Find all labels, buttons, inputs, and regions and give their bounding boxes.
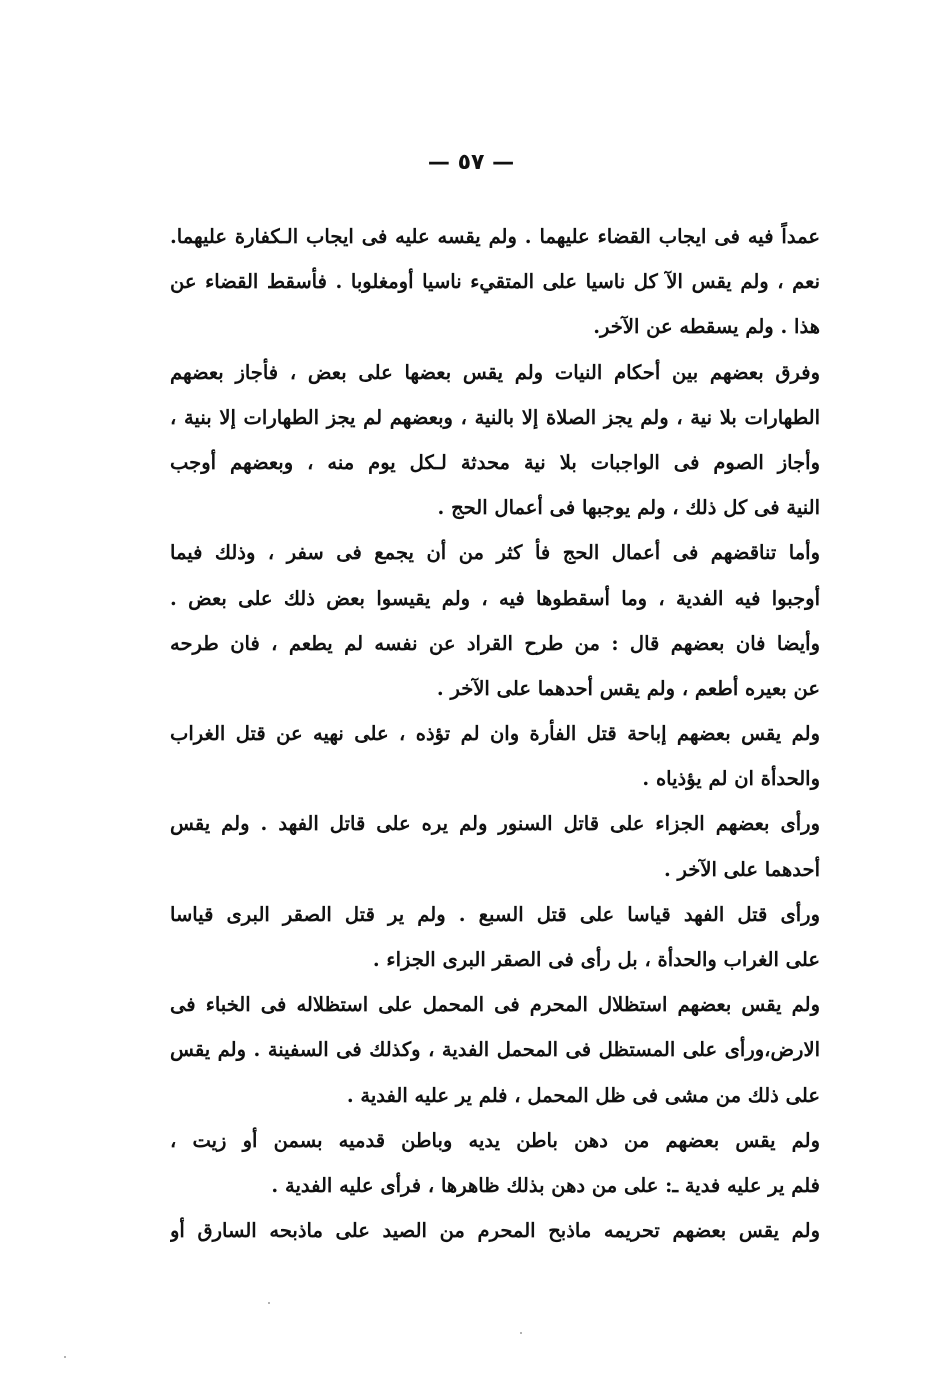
text-line: نعم ، ولم يقس الآ كل ناسيا على المتقيء ناسيا أومغلوبا . فأسقط القضاء عن: [170, 270, 820, 294]
text-line: ورأى قتل الفهد قياسا على قتل السبع . ولم ير قتل الصقر البرى قياسا: [170, 902, 820, 926]
text-line: الارض،ورأى على المستظل فى المحمل الفدية ، وكذلك فى السفينة . ولم يقس: [170, 1038, 820, 1062]
text-line: ولم يقس بعضهم إباحة قتل الفأرة وان لم تؤذه ، على نهيه عن قتل الغراب: [170, 722, 820, 746]
text-line: عمداً فيه فى ايجاب القضاء عليهما . ولم يقسه عليه فى ايجاب الـكفارة عليهما.: [170, 225, 820, 248]
text-line: ولم يقس بعضهم من دهن باطن يديه وباطن قدميه بسمن أو زيت ،: [170, 1128, 820, 1152]
text-line: وفرق بعضهم بين أحكام النيات ولم يقس بعضها على بعض ، فأجاز بعضهم: [170, 360, 820, 384]
text-line: النية فى كل ذلك ، ولم يوجبها فى أعمال الحج .: [437, 496, 820, 520]
body-text: [170, 214, 820, 1253]
text-line: ورأى بعضهم الجزاء على قاتل السنور ولم يره على قاتل الفهد . ولم يقس: [170, 812, 820, 836]
paragraph: [170, 1118, 820, 1208]
text-line: على ذلك من مشى فى ظل المحمل ، فلم ير عليه الفدية .: [346, 1083, 820, 1107]
page-number: — ٥٧ —: [427, 150, 515, 175]
paragraph: [170, 892, 820, 982]
text-line: عن بعيره أطعم ، ولم يقس أحدهما على الآخر .: [436, 676, 820, 700]
text-line: أوجبوا فيه الفدية ، وما أسقطوها فيه ، ولم يقيسوا بعض ذلك على بعض .: [170, 586, 820, 610]
text-line: على الغراب والحدأة ، بل رأى فى الصقر البرى الجزاء .: [372, 948, 820, 971]
text-line: وأما تناقضهم فى أعمال الحج فأ كثر من أن يجمع فى سفر ، وذلك فيما: [170, 541, 820, 565]
paragraph: [170, 350, 820, 531]
paragraph: [170, 801, 820, 891]
paragraph: [170, 214, 820, 350]
paragraph: [170, 711, 820, 801]
paragraph: [170, 982, 820, 1118]
scan-speck: [268, 1302, 270, 1304]
text-line: ولم يقس بعضهم تحريمه ماذبح المحرم من الصيد على ماذبحه السارق أو: [170, 1219, 820, 1243]
scan-speck: [64, 1356, 66, 1358]
text-line: هذا . ولم يسقطه عن الآخر.: [593, 315, 820, 339]
text-line: الطهارات بلا نية ، ولم يجز الصلاة إلا بالنية ، وبعضهم لم يجز الطهارات إلا بنية ،: [170, 405, 820, 429]
text-line: فلم ير عليه فدية ـ: على من دهن بذلك ظاهرها ، فرأى عليه الفدية .: [271, 1173, 820, 1197]
text-line: أحدهما على الآخر .: [663, 857, 820, 881]
scan-speck: [520, 1332, 522, 1334]
text-line: والحدأة ان لم يؤذياه .: [642, 767, 820, 791]
paragraph: [170, 1208, 820, 1253]
paragraph: [170, 530, 820, 620]
text-line: ولم يقس بعضهم استظلال المحرم فى المحمل على استظلاله فى الخباء فى: [170, 993, 820, 1017]
paragraph: [170, 621, 820, 711]
text-line: وأجاز الصوم فى الواجبات بلا نية محدثة لـكل يوم منه ، وبعضهم أوجب: [170, 450, 820, 474]
text-line: وأيضا فان بعضهم قال : من طرح القراد عن نفسه لم يطعم ، فان طرحه: [170, 631, 820, 655]
